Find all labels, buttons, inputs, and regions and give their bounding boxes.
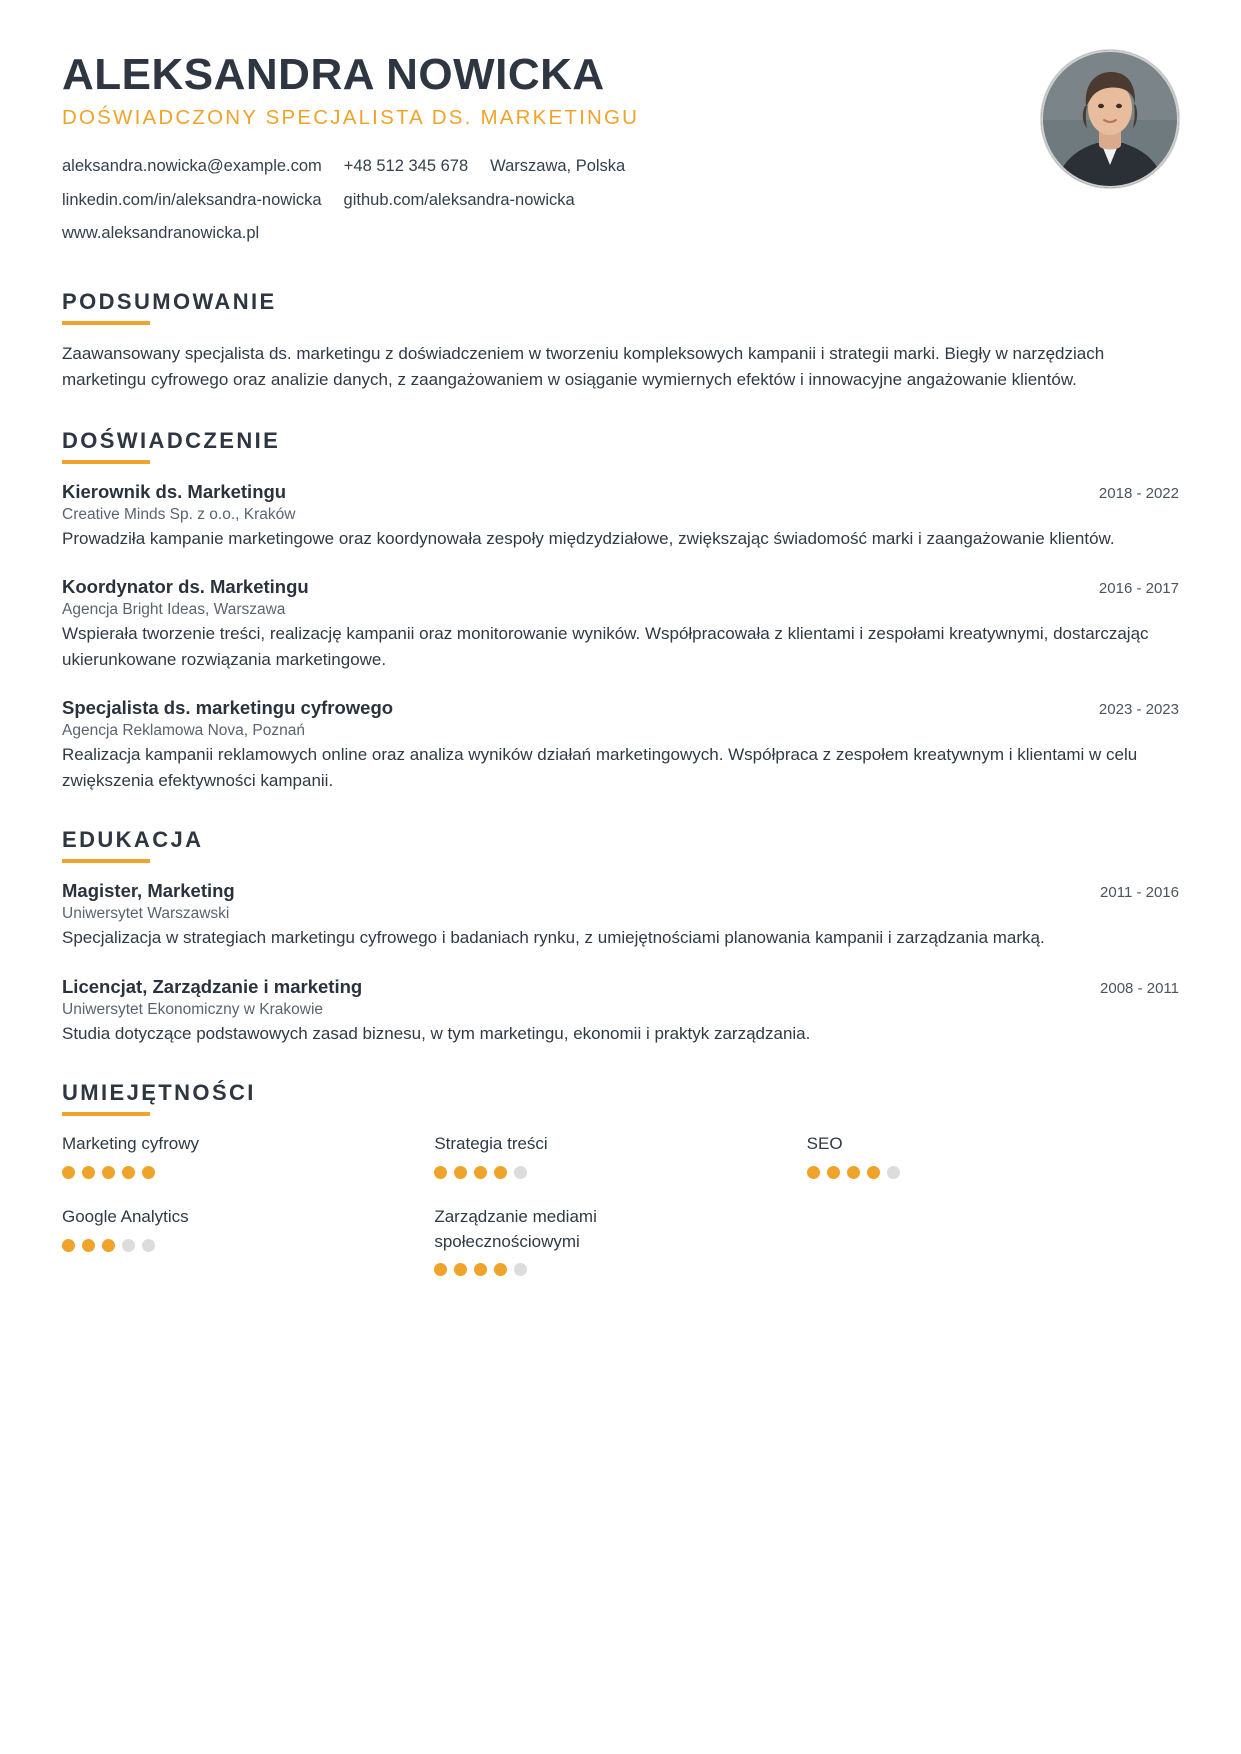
- header-text-block: [62, 48, 1017, 255]
- entry-org: Agencja Bright Ideas, Warszawa: [62, 601, 286, 619]
- rating-dot-filled: [494, 1166, 507, 1179]
- rating-dot-filled: [142, 1166, 155, 1179]
- rating-dot-filled: [62, 1166, 75, 1179]
- skill-item: [62, 1205, 434, 1276]
- education-item: [62, 975, 1179, 1047]
- entry-head: [62, 696, 1179, 720]
- rating-dot-empty: [122, 1239, 135, 1252]
- summary-section-title: PODSUMOWANIE: [62, 288, 277, 314]
- entry-degree: Magister, Marketing: [62, 880, 235, 902]
- section-skills: [62, 1080, 1179, 1276]
- education-section-title: EDUKACJA: [62, 827, 204, 853]
- skill-rating: [807, 1166, 1179, 1179]
- skill-name: Google Analytics: [62, 1206, 189, 1226]
- entry-head: [62, 879, 1179, 903]
- skill-item: [62, 1132, 434, 1179]
- entry-description: Realizacja kampanii reklamowych online oraz analiza wyników działań marketingowych. Współpraca z zespołem kreatywnym i klientami w celu zwiększenia efektywności kampanii.: [62, 745, 1138, 790]
- skill-rating: [434, 1166, 806, 1179]
- entry-dates: 2011 - 2016: [1100, 884, 1179, 902]
- skill-item: [434, 1205, 806, 1276]
- rating-dot-empty: [514, 1263, 527, 1276]
- rating-dot-filled: [82, 1239, 95, 1252]
- entry-head: [62, 480, 1179, 504]
- entry-dates: 2023 - 2023: [1098, 701, 1179, 719]
- skill-item: [807, 1132, 1179, 1179]
- section-education: [62, 827, 1179, 1046]
- skill-name: SEO: [806, 1134, 843, 1154]
- experience-item: [62, 480, 1179, 552]
- section-rule: [62, 460, 150, 464]
- entry-role: Kierownik ds. Marketingu: [62, 480, 287, 502]
- rating-dot-filled: [827, 1166, 840, 1179]
- avatar: [1041, 50, 1179, 188]
- github-link[interactable]: github.com/aleksandra-nowicka: [343, 190, 575, 209]
- entry-head: [62, 975, 1179, 999]
- email-text: aleksandra.nowicka@example.com: [62, 157, 322, 176]
- resume-header: [62, 48, 1179, 255]
- skill-rating: [62, 1166, 434, 1179]
- skill-rating: [62, 1239, 434, 1252]
- entry-dates: 2018 - 2022: [1098, 484, 1179, 502]
- entry-description: Wspierała tworzenie treści, realizację kampanii oraz monitorowanie wyników. Współpracowała z klientami i zespołami kreatywnymi, dostarczając ukierunkowane rozwiązania marketingowe.: [62, 624, 1149, 669]
- rating-dot-empty: [142, 1239, 155, 1252]
- section-rule: [62, 1112, 150, 1116]
- section-rule: [62, 859, 150, 863]
- entry-description: Specjalizacja w strategiach marketingu cyfrowego i badaniach rynku, z umiejętnościami planowania kampanii i zarządzania marką.: [62, 928, 1045, 948]
- entry-dates: 2008 - 2011: [1100, 979, 1179, 997]
- skill-rating: [434, 1263, 806, 1276]
- experience-item: [62, 696, 1179, 793]
- rating-dot-filled: [867, 1166, 880, 1179]
- contact-line-2: [62, 188, 1017, 214]
- summary-text: Zaawansowany specjalista ds. marketingu z doświadczeniem w tworzeniu kompleksowych kampanii i strategii marki. Biegły w narzędziach marketingu cyfrowego oraz analizie danych, z zaangażowaniem w osiąganie wymiernych efektów i innowacyjne angażowanie klientów.: [62, 343, 1105, 390]
- rating-dot-filled: [434, 1166, 447, 1179]
- experience-item: [62, 575, 1179, 672]
- linkedin-link[interactable]: linkedin.com/in/aleksandra-nowicka: [62, 190, 322, 209]
- rating-dot-filled: [807, 1166, 820, 1179]
- entry-school: Uniwersytet Ekonomiczny w Krakowie: [62, 1000, 324, 1018]
- rating-dot-filled: [102, 1166, 115, 1179]
- rating-dot-empty: [887, 1166, 900, 1179]
- page-bottom-spacer: [62, 1276, 1179, 1396]
- rating-dot-filled: [847, 1166, 860, 1179]
- rating-dot-empty: [514, 1166, 527, 1179]
- contact-line-1: [62, 154, 1017, 180]
- skill-name: Marketing cyfrowy: [62, 1134, 199, 1154]
- page-title: ALEKSANDRA NOWICKA: [62, 50, 605, 99]
- entry-description: Prowadziła kampanie marketingowe oraz koordynowała zespoły międzydziałowe, zwiększając świadomość marki i zaangażowanie klientów.: [62, 528, 1115, 548]
- rating-dot-filled: [62, 1239, 75, 1252]
- avatar-container: [1041, 50, 1179, 188]
- entry-role: Specjalista ds. marketingu cyfrowego: [62, 697, 394, 719]
- rating-dot-filled: [102, 1239, 115, 1252]
- website-link[interactable]: www.aleksandranowicka.pl: [62, 224, 260, 243]
- entry-org: Agencja Reklamowa Nova, Poznań: [62, 722, 305, 740]
- rating-dot-filled: [82, 1166, 95, 1179]
- entry-dates: 2016 - 2017: [1098, 580, 1179, 598]
- rating-dot-filled: [454, 1166, 467, 1179]
- skill-item: [434, 1132, 806, 1179]
- education-item: [62, 879, 1179, 951]
- entry-description: Studia dotyczące podstawowych zasad biznesu, w tym marketingu, ekonomii i praktyk zarządzania.: [62, 1023, 811, 1043]
- rating-dot-filled: [122, 1166, 135, 1179]
- phone-text: +48 512 345 678: [343, 157, 469, 176]
- skill-name: Zarządzanie mediami społecznościowymi: [434, 1206, 597, 1251]
- rating-dot-filled: [494, 1263, 507, 1276]
- skills-grid: [62, 1132, 1179, 1276]
- rating-dot-filled: [474, 1263, 487, 1276]
- entry-role: Koordynator ds. Marketingu: [62, 576, 309, 598]
- skill-name: Strategia treści: [434, 1134, 548, 1154]
- entry-degree: Licencjat, Zarządzanie i marketing: [62, 975, 363, 997]
- location-text: Warszawa, Polska: [490, 157, 626, 176]
- rating-dot-filled: [474, 1166, 487, 1179]
- contact-line-3: [62, 221, 1017, 247]
- job-title: DOŚWIADCZONY SPECJALISTA DS. MARKETINGU: [62, 106, 640, 130]
- rating-dot-filled: [454, 1263, 467, 1276]
- section-rule: [62, 321, 150, 325]
- rating-dot-filled: [434, 1263, 447, 1276]
- skills-section-title: UMIEJĘTNOŚCI: [62, 1080, 256, 1106]
- section-experience: [62, 428, 1179, 794]
- entry-org: Creative Minds Sp. z o.o., Kraków: [62, 505, 296, 523]
- entry-head: [62, 575, 1179, 599]
- section-summary: [62, 289, 1179, 394]
- entry-school: Uniwersytet Warszawski: [62, 905, 230, 923]
- experience-section-title: DOŚWIADCZENIE: [62, 427, 281, 453]
